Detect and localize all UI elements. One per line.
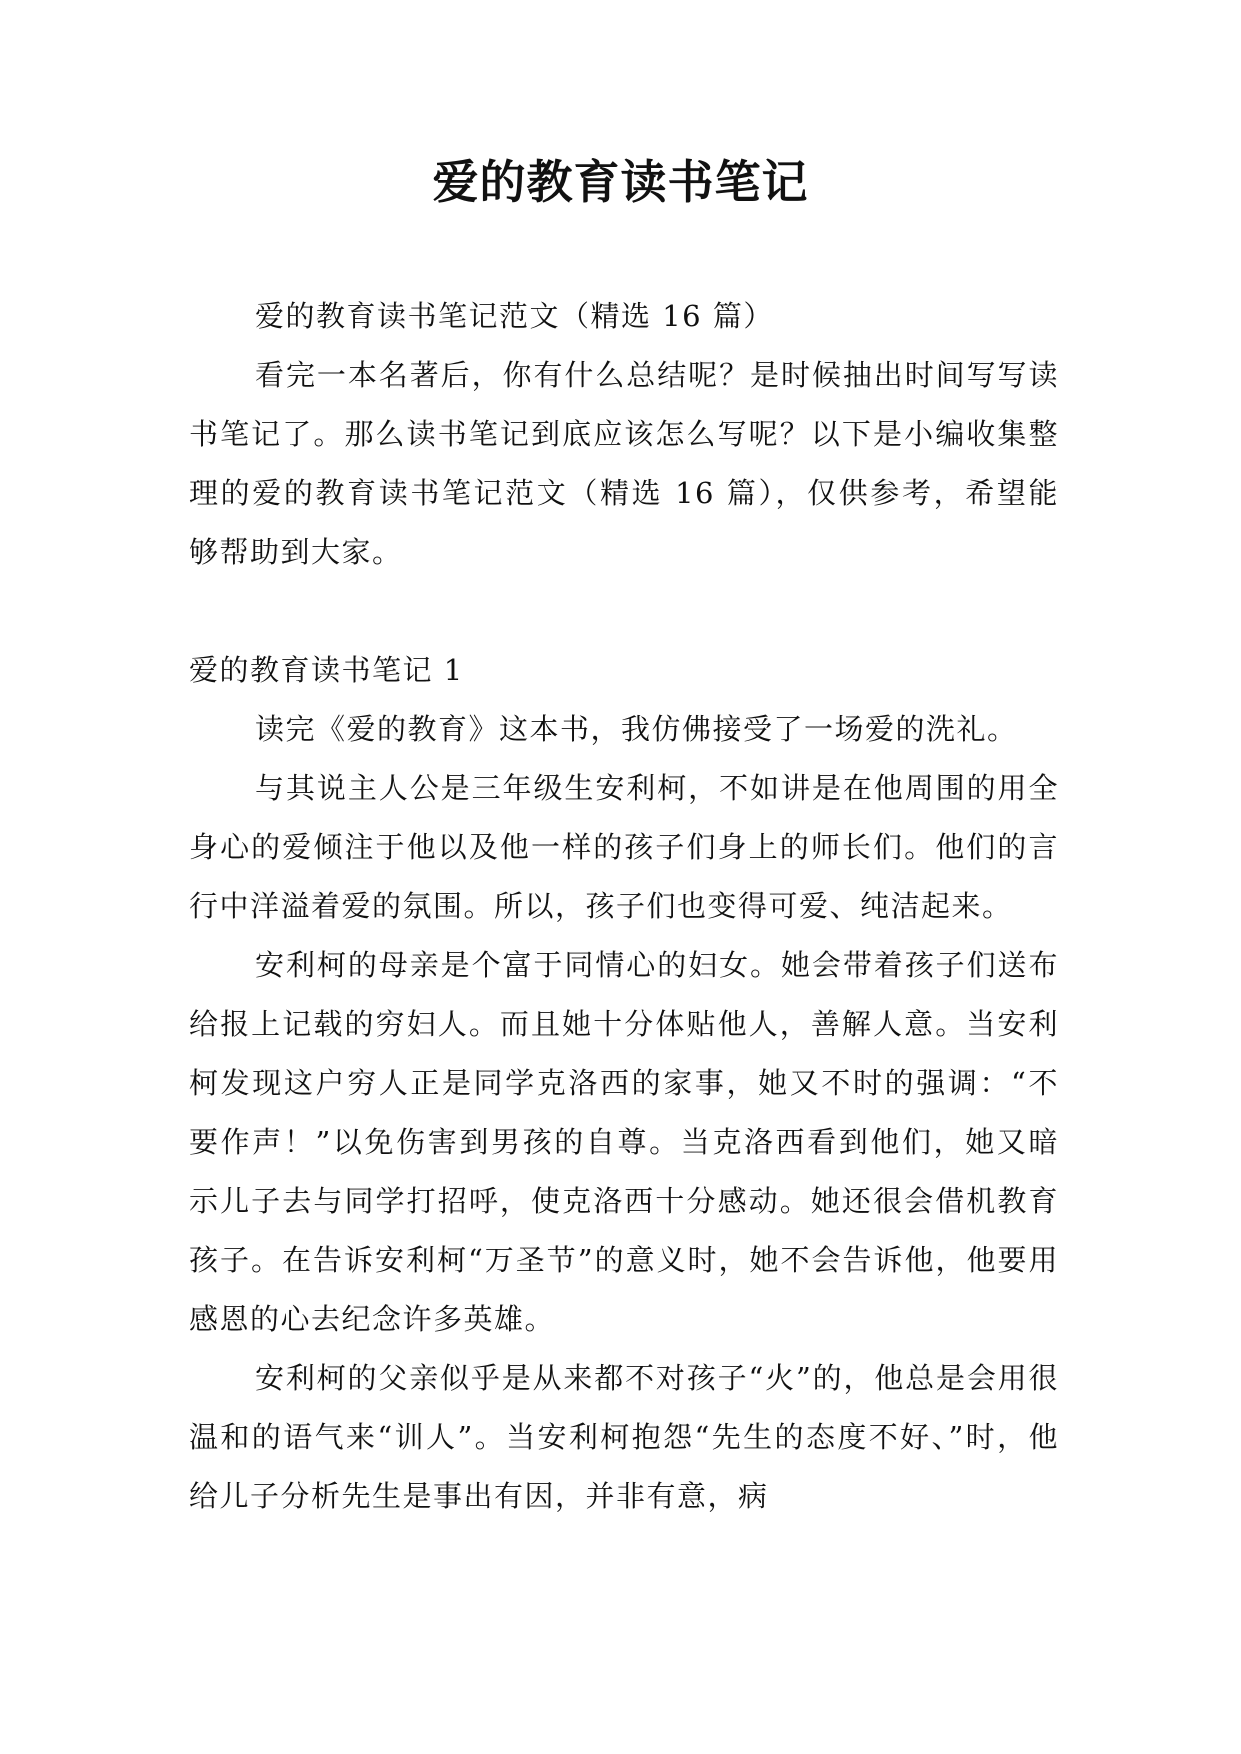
document-subtitle: 爱的教育读书笔记范文（精选 16 篇） [255,299,774,333]
document-body [189,287,1059,1526]
body-paragraph-2: 与其说主人公是三年级生安利柯，不如讲是在他周围的用全身心的爱倾注于他以及他一样的孩子们身上的师长们。他们的言行中洋溢着爱的氛围。所以，孩子们也变得可爱、纯洁起来。 [189,771,1059,923]
body-paragraph-1: 读完《爱的教育》这本书，我仿佛接受了一场爱的洗礼。 [255,712,1018,746]
section-heading: 爱的教育读书笔记 1 [189,653,464,687]
intro-paragraph: 看完一本名著后，你有什么总结呢？是时候抽出时间写写读书笔记了。那么读书笔记到底应该怎么写呢？以下是小编收集整理的爱的教育读书笔记范文（精选 16 篇），仅供参考，希望能够帮助到大家。 [189,358,1059,569]
body-paragraph-4: 安利柯的父亲似乎是从来都不对孩子“火”的，他总是会用很温和的语气来“训人”。当安利柯抱怨“先生的态度不好、”时，他给儿子分析先生是事出有因，并非有意，病 [189,1361,1059,1513]
body-paragraph-3: 安利柯的母亲是个富于同情心的妇女。她会带着孩子们送布给报上记载的穷妇人。而且她十分体贴他人，善解人意。当安利柯发现这户穷人正是同学克洛西的家事，她又不时的强调：“不要作声！”以免伤害到男孩的自尊。当克洛西看到他们，她又暗示儿子去与同学打招呼，使克洛西十分感动。她还很会借机教育孩子。在告诉安利柯“万圣节”的意义时，她不会告诉他，他要用感恩的心去纪念许多英雄。 [189,948,1059,1336]
document-title: 爱的教育读书笔记 [432,155,809,209]
